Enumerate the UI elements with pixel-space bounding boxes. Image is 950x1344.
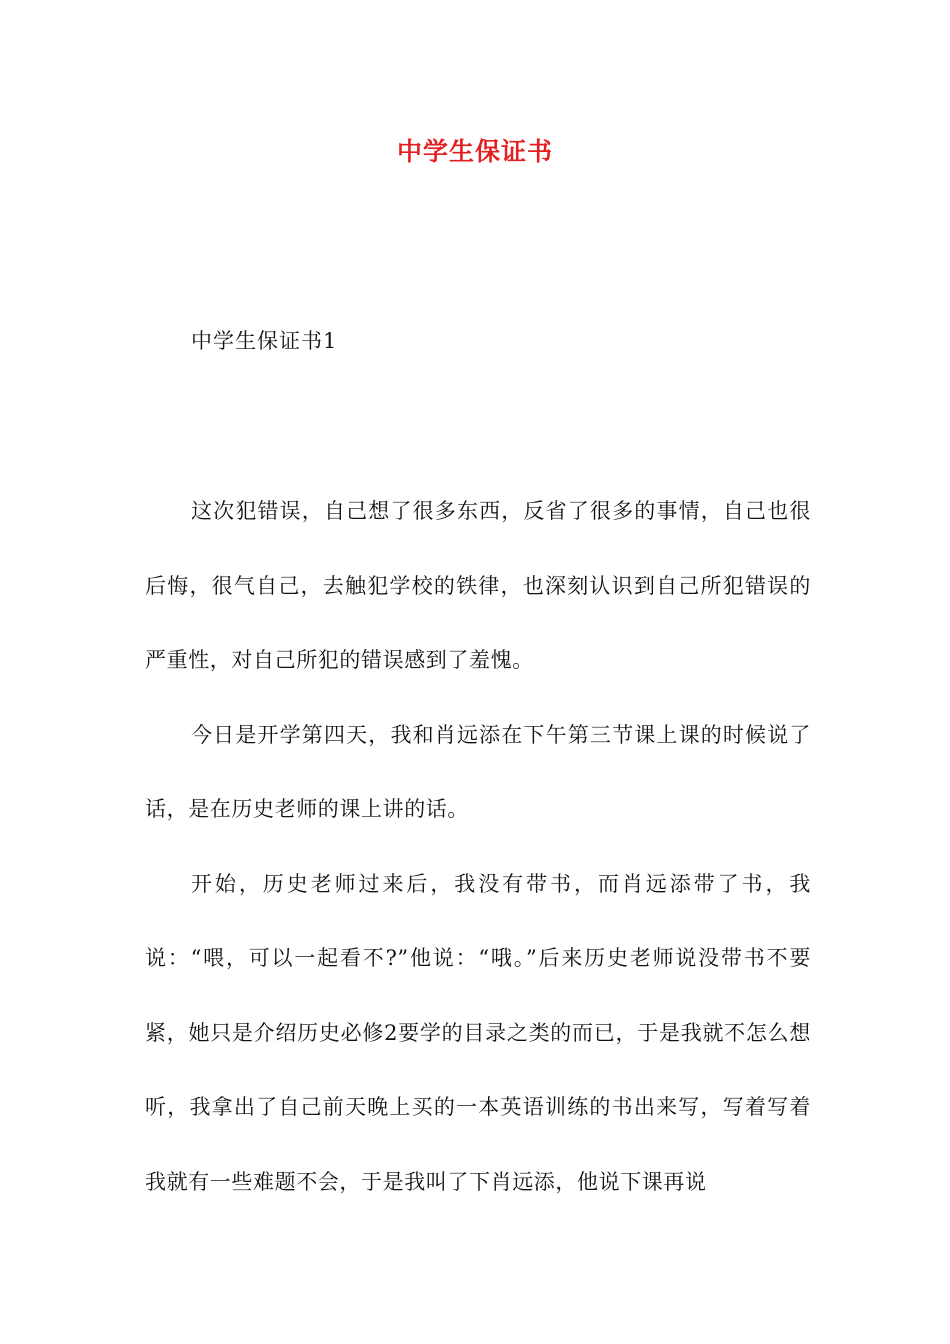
document-body	[145, 474, 811, 1219]
paragraph-1: 这次犯错误，自己想了很多东西，反省了很多的事情，自己也很后悔，很气自己，去触犯学校的铁律，也深刻认识到自己所犯错误的严重性，对自己所犯的错误感到了羞愧。	[145, 499, 811, 672]
document-title: 中学生保证书	[396, 137, 553, 166]
paragraph-3: 开始，历史老师过来后，我没有带书，而肖远添带了书，我说：“喂，可以一起看不?”他说：“哦。”后来历史老师说没带书不要紧，她只是介绍历史必修2要学的目录之类的而已，于是我就不怎么想听，我拿出了自己前天晚上买的一本英语训练的书出来写，写着写着我就有一些难题不会，于是我叫了下肖远添，他说下课再说	[145, 871, 811, 1194]
paragraph-2: 今日是开学第四天，我和肖远添在下午第三节课上课的时候说了话，是在历史老师的课上讲的话。	[145, 722, 811, 821]
section-heading: 中学生保证书1	[191, 329, 338, 353]
